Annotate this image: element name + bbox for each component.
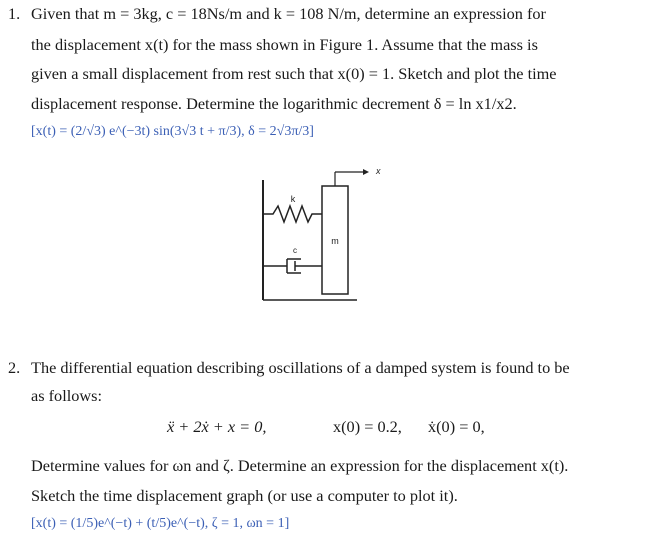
arrow-head-icon [363, 169, 369, 175]
q1-answer: [x(t) = (2/√3) e^(−3t) sin(3√3 t + π/3), δ = 2√3π/3] [31, 124, 314, 139]
q1-line-2: the displacement x(t) for the mass shown in Figure 1. Assume that the mass is [31, 35, 538, 54]
q2-line-1: The differential equation describing oscillations of a damped system is found to be [31, 358, 570, 377]
q2-number: 2. [8, 358, 21, 377]
q1-line-4: displacement response. Determine the logarithmic decrement δ = ln x1/x2. [31, 94, 517, 113]
spring [263, 206, 322, 222]
mass-label: m [331, 236, 339, 246]
q2-line-3: Determine values for ωn and ζ. Determine an expression for the displacement x(t). [31, 456, 569, 475]
damper-label: c [293, 246, 297, 255]
q2-initial-2: ẋ(0) = 0, [428, 417, 485, 436]
q1-line-3: given a small displacement from rest such that x(0) = 1. Sketch and plot the time [31, 64, 557, 83]
spring-label: k [290, 194, 296, 204]
q2-line-2: as follows: [31, 386, 102, 405]
q1-line-1: Given that m = 3kg, c = 18Ns/m and k = 108 N/m, determine an expression for [31, 4, 546, 23]
q2-initial-1: x(0) = 0.2, [333, 417, 402, 436]
axis-label: x [376, 166, 381, 176]
q1-number: 1. [8, 4, 21, 23]
q2-answer: [x(t) = (1/5)e^(−t) + (t/5)e^(−t), ζ = 1, ωn = 1] [31, 516, 290, 531]
q2-line-4: Sketch the time displacement graph (or use a computer to plot it). [31, 486, 458, 505]
q2-equation: ẍ + 2ẋ + x = 0, [167, 417, 267, 436]
